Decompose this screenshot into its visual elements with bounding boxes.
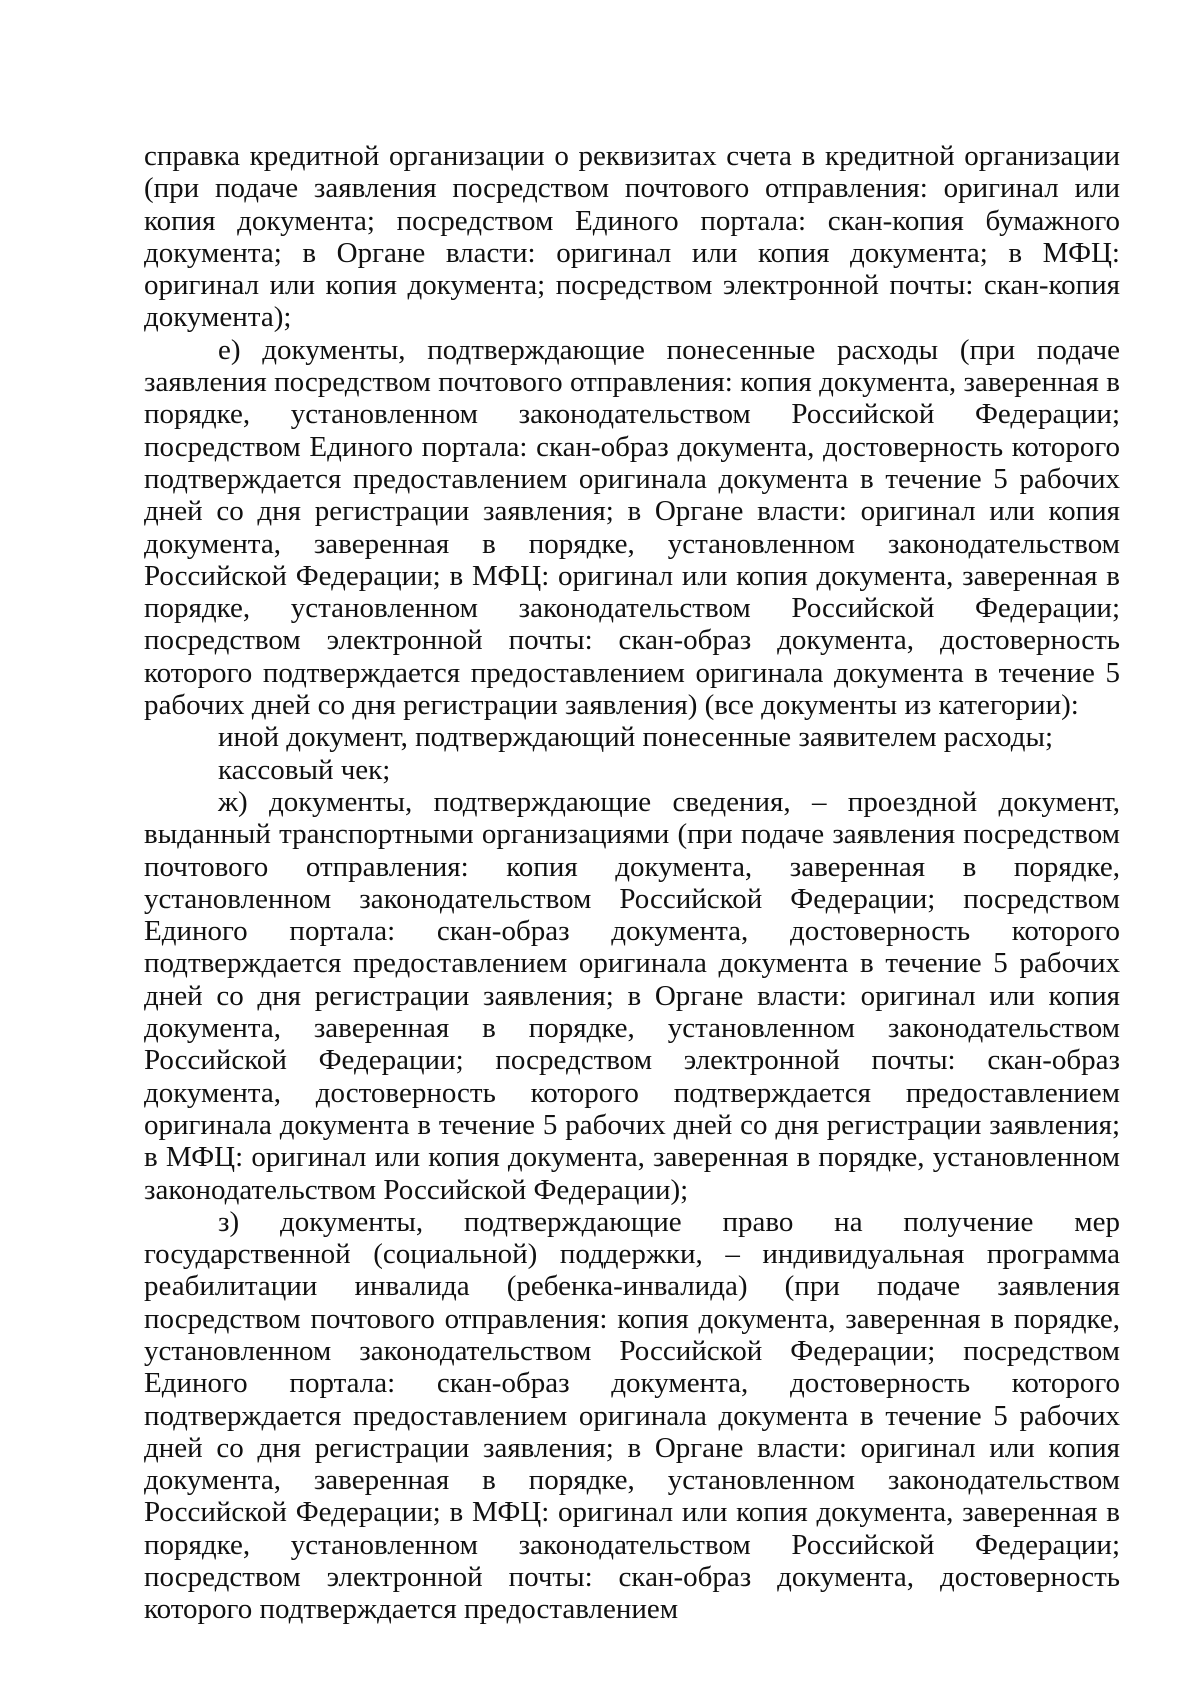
document-body [144,140,1120,1626]
paragraph-cash-receipt: кассовый чек; [218,753,391,786]
paragraph-other-expense-document: иной документ, подтверждающий понесенные заявителем расходы; [218,721,1054,754]
paragraph-item-z-rehabilitation-program: з) документы, подтверждающие право на получение мер государственной (социальной) поддержки, – индивидуальная программа реабилитации инвалида (ребенка-инвалида) (при подаче заявления посредством почтового отправления: копия документа, заверенная в порядке, установленном законодательством Российской Федерации; посредством Единого портала: скан-образ документа, достоверность которого подтверждается предоставлением оригинала документа в течение 5 рабочих дней со дня регистрации заявления; в Органе власти: оригинал или копия документа, заверенная в порядке, установленном законодательством Российской Федерации; в МФЦ: оригинал или копия документа, заверенная в порядке, установленном законодательством Российской Федерации; посредством электронной почты: скан-образ документа, достоверность которого подтверждается предоставлением [144,1205,1120,1626]
paragraph-bank-certificate: справка кредитной организации о реквизитах счета в кредитной организации (при подаче заявления посредством почтового отправления: оригинал или копия документа; посредством Единого портала: скан-копия бумажного документа; в Органе власти: оригинал или копия документа; в МФЦ: оригинал или копия документа; посредством электронной почты: скан-копия документа); [144,140,1120,334]
paragraph-item-zh-travel-document: ж) документы, подтверждающие сведения, – проездной документ, выданный транспортными организациями (при подаче заявления посредством почтового отправления: копия документа, заверенная в порядке, установленном законодательством Российской Федерации; посредством Единого портала: скан-образ документа, достоверность которого подтверждается предоставлением оригинала документа в течение 5 рабочих дней со дня регистрации заявления; в Органе власти: оригинал или копия документа, заверенная в порядке, установленном законодательством Российской Федерации; посредством электронной почты: скан-образ документа, достоверность которого подтверждается предоставлением оригинала документа в течение 5 рабочих дней со дня регистрации заявления; в МФЦ: оригинал или копия документа, заверенная в порядке, установленном законодательством Российской Федерации); [144,785,1120,1206]
paragraph-item-e-expenses: е) документы, подтверждающие понесенные расходы (при подаче заявления посредством почтового отправления: копия документа, заверенная в порядке, установленном законодательством Российской Федерации; посредством Единого портала: скан-образ документа, достоверность которого подтверждается предоставлением оригинала документа в течение 5 рабочих дней со дня регистрации заявления; в Органе власти: оригинал или копия документа, заверенная в порядке, установленном законодательством Российской Федерации; в МФЦ: оригинал или копия документа, заверенная в порядке, установленном законодательством Российской Федерации; посредством электронной почты: скан-образ документа, достоверность которого подтверждается предоставлением оригинала документа в течение 5 рабочих дней со дня регистрации заявления) (все документы из категории): [144,333,1120,722]
